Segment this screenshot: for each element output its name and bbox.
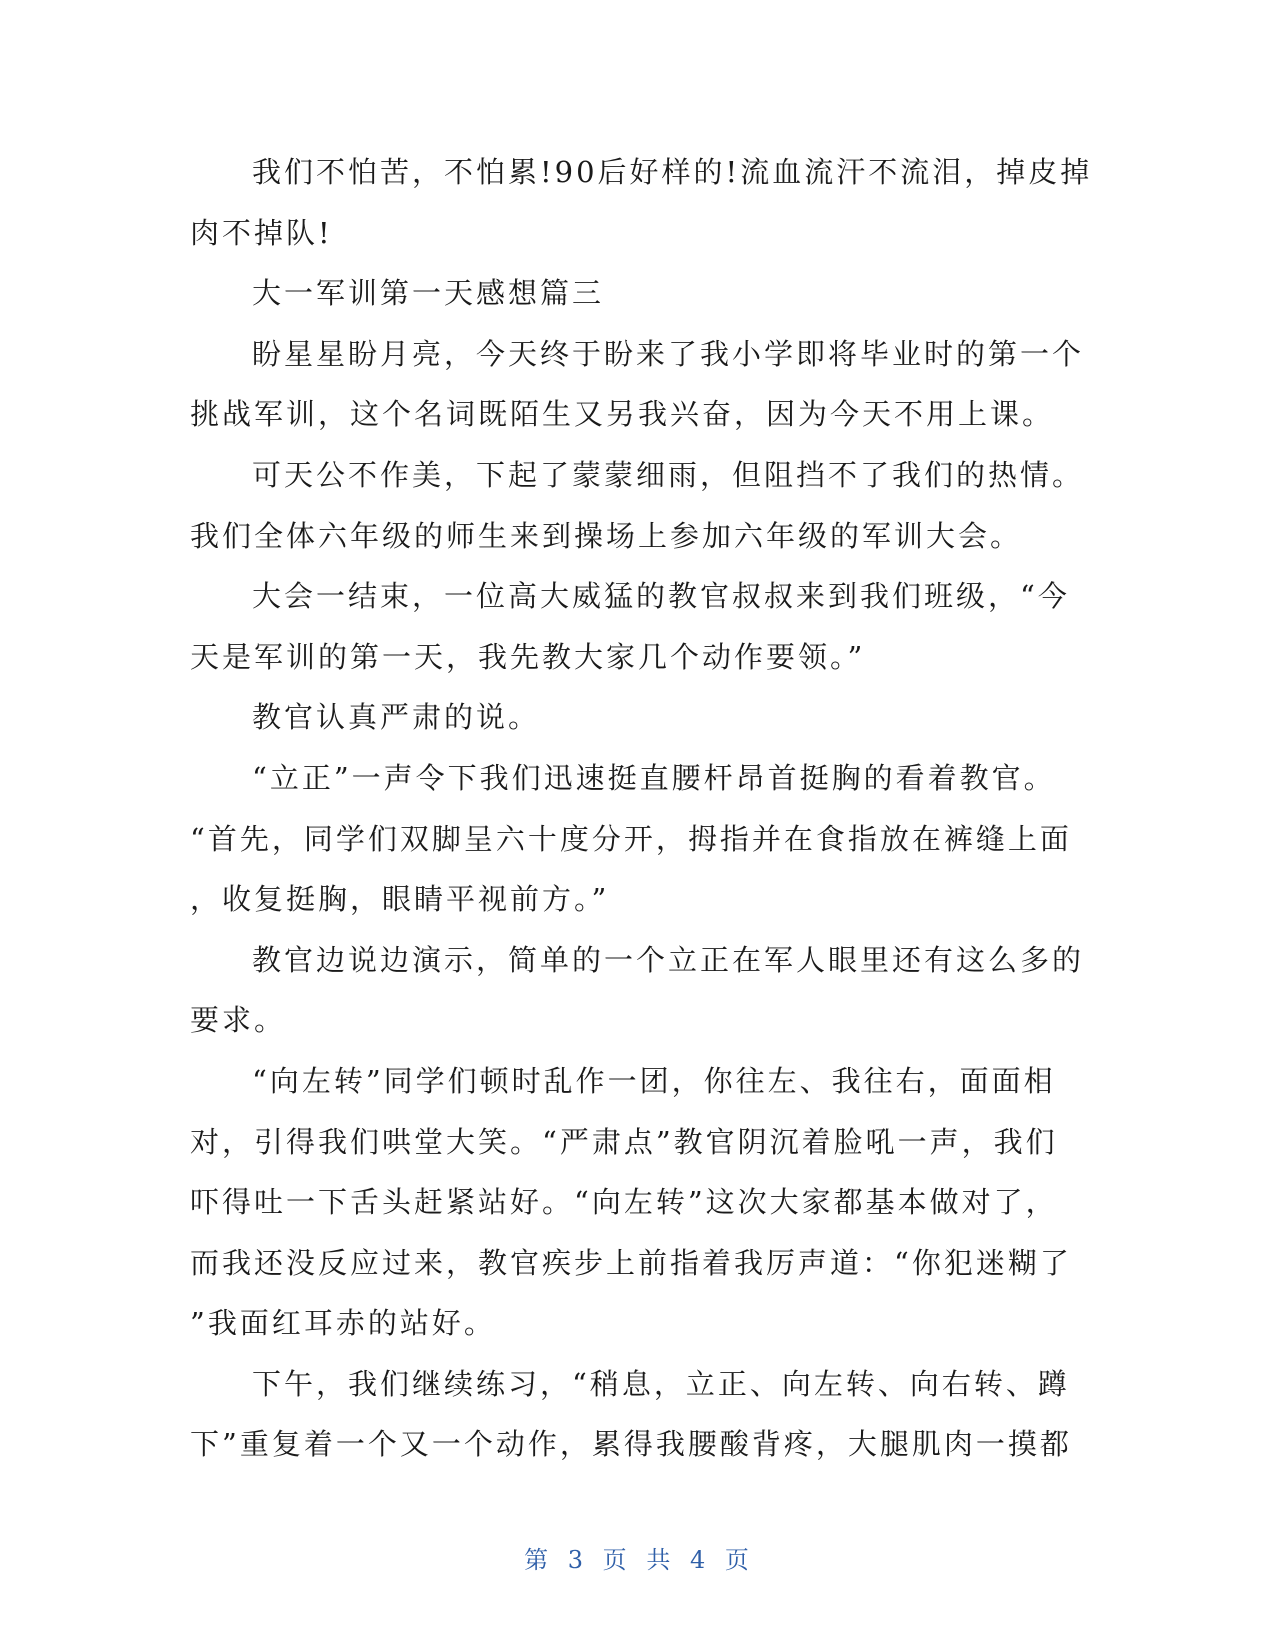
text-line: ”我面红耳赤的站好。	[190, 1306, 496, 1341]
text-line: 对，引得我们哄堂大笑。“严肃点”教官阴沉着脸吼一声，我们	[190, 1124, 1058, 1159]
text-line: 下”重复着一个又一个动作，累得我腰酸背疼，大腿肌肉一摸都	[190, 1427, 1072, 1462]
text-line: 可天公不作美，下起了蒙蒙细雨，但阻挡不了我们的热情。	[252, 457, 1085, 492]
text-line: 挑战军训，这个名词既陌生又另我兴奋，因为今天不用上课。	[190, 397, 1055, 432]
body-text	[190, 142, 1093, 1475]
text-line: 教官认真严肃的说。	[252, 700, 541, 735]
text-line: 盼星星盼月亮，今天终于盼来了我小学即将毕业时的第一个	[252, 336, 1085, 371]
text-line: 要求。	[190, 1003, 287, 1038]
text-line: ，收复挺胸，眼睛平视前方。”	[190, 882, 610, 917]
text-line: 我们全体六年级的师生来到操场上参加六年级的军训大会。	[190, 518, 1023, 553]
text-line: 下午，我们继续练习，“稍息，立正、向左转、向右转、蹲	[252, 1366, 1070, 1401]
footer-total-word: 共	[646, 1546, 673, 1574]
text-line: 我们不怕苦，不怕累!90后好样的!流血流汗不流泪，掉皮掉	[252, 155, 1093, 189]
current-page-number: 3	[567, 1546, 586, 1574]
text-line: 吓得吐一下舌头赶紧站好。“向左转”这次大家都基本做对了，	[190, 1185, 1058, 1220]
text-line: “首先，同学们双脚呈六十度分开，拇指并在食指放在裤缝上面	[190, 821, 1072, 856]
section-heading: 大一军训第一天感想篇三	[252, 276, 605, 311]
text-line: 天是军训的第一天，我先教大家几个动作要领。”	[190, 639, 866, 674]
text-line: 而我还没反应过来，教官疾步上前指着我厉声道：“你犯迷糊了	[190, 1245, 1072, 1280]
total-page-number: 4	[689, 1546, 708, 1574]
text-line: 肉不掉队!	[190, 215, 333, 250]
page-footer	[0, 1540, 1275, 1575]
text-line: “向左转”同学们顿时乱作一团，你往左、我往右，面面相	[252, 1063, 1056, 1098]
footer-prefix: 第	[524, 1546, 551, 1574]
footer-suffix: 页	[724, 1546, 751, 1574]
footer-page-word: 页	[602, 1546, 629, 1574]
text-line: “立正”一声令下我们迅速挺直腰杆昂首挺胸的看着教官。	[252, 760, 1056, 795]
text-line: 教官边说边演示，简单的一个立正在军人眼里还有这么多的	[252, 942, 1085, 977]
text-line: 大会一结束，一位高大威猛的教官叔叔来到我们班级，“今	[252, 579, 1070, 614]
